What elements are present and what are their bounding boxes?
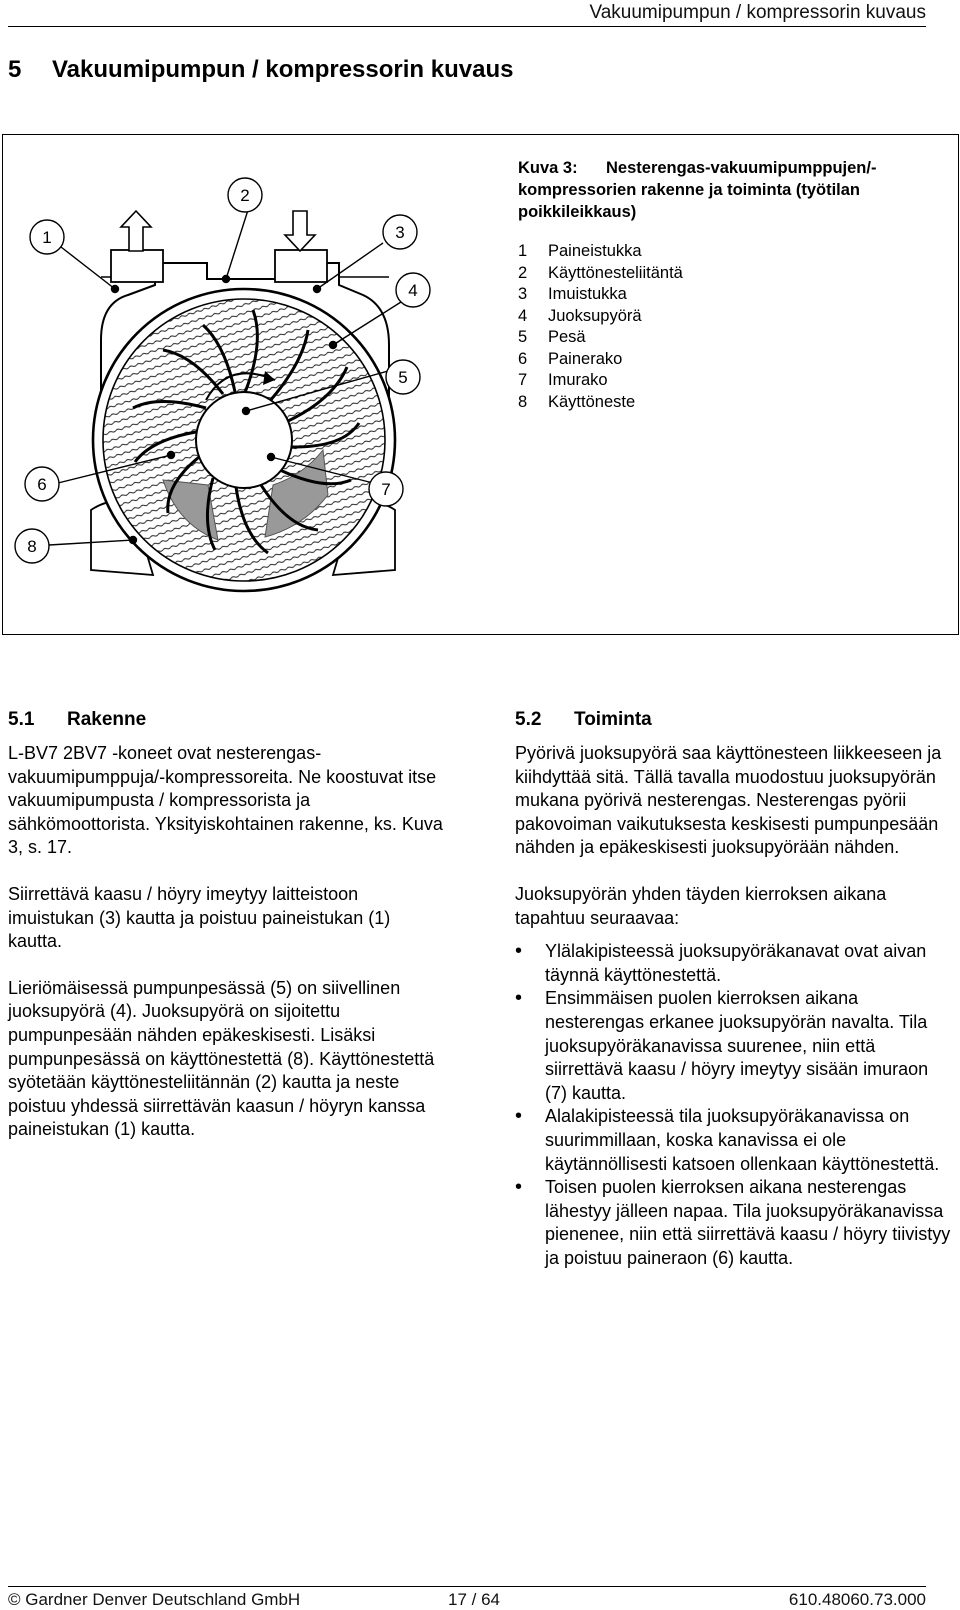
paragraph: Juoksupyörän yhden täyden kierroksen aikana tapahtuu seuraavaa: <box>515 883 887 928</box>
callout-label: 2 <box>240 186 250 205</box>
bullet-item: • Alalakipisteessä tila juoksupyöräkanavissa on suurimmillaan, koska kanavissa ei ole käytännöllisesti katsoen ollenkaan käyttönestettä. <box>515 1105 955 1176</box>
header-rule <box>8 26 926 27</box>
callout-label: 8 <box>27 537 37 556</box>
section-structure <box>8 708 448 1165</box>
legend-item: 5 Pesä <box>518 328 586 346</box>
outlet-arrow-icon <box>121 211 151 251</box>
figure-caption <box>518 157 938 223</box>
figure-caption-text: Nesterengas-vakuumipumppujen/-kompressorien rakenne ja toiminta (työtilan poikkileikkaus) <box>518 159 877 221</box>
footer-rule <box>8 1586 926 1587</box>
callout-label: 1 <box>42 228 52 247</box>
legend-item: 6 Painerako <box>518 349 623 368</box>
inlet-arrow-icon <box>285 211 315 251</box>
legend-item: 1 Paineistukka <box>518 242 642 260</box>
running-header: Vakuumipumpun / kompressorin kuvaus <box>589 2 926 23</box>
section-heading: 5.1 Rakenne <box>8 709 147 730</box>
section-function <box>515 708 955 1270</box>
footer-page-number: 17 / 64 <box>448 1590 500 1609</box>
bullet-item: • Ensimmäisen puolen kierroksen aikana nesterengas erkanee juoksupyörän navalta. Tila juoksupyöräkanavissa suurenee, niin että siirrettävä kaasu / höyry imeytyy sisään imuraon (7) kautta. <box>515 987 955 1105</box>
chapter-title <box>8 56 513 84</box>
figure-caption-label: Kuva 3: <box>518 159 578 177</box>
outlet-nozzle <box>111 250 163 282</box>
legend-item: 2 Käyttönesteliitäntä <box>518 263 683 282</box>
bullet-list <box>515 940 955 1270</box>
legend-item: 8 Käyttöneste <box>518 392 636 411</box>
chapter-title-text: Vakuumipumpun / kompressorin kuvaus <box>52 56 514 83</box>
callout-label: 4 <box>408 281 418 300</box>
inlet-nozzle <box>275 250 327 282</box>
bullet-item: • Ylälakipisteessä juoksupyöräkanavat ovat aivan täynnä käyttönestettä. <box>515 940 955 987</box>
footer-company: © Gardner Denver Deutschland GmbH <box>8 1590 301 1609</box>
paragraph: L-BV7 2BV7 -koneet ovat nesterengas-vakuumipumppuja/-kompressoreita. Ne koostuvat itse vakuumipumpusta / kompressorista ja sähkömoottorista. Yksityiskohtainen rakenne, ks. Kuva 3, s. 17. <box>8 743 443 858</box>
figure-legend <box>518 241 938 413</box>
paragraph: Siirrettävä kaasu / höyry imeytyy laitteistoon imuistukan (3) kautta ja poistuu paineistukan (1) kautta. <box>8 883 391 952</box>
figure-box <box>2 134 959 635</box>
legend-item: 7 Imurako <box>518 371 608 389</box>
legend-item: 3 Imuistukka <box>518 285 627 303</box>
pump-cross-section-figure <box>3 135 503 634</box>
callout-label: 7 <box>381 480 391 499</box>
paragraph: Lieriömäisessä pumpunpesässä (5) on siivellinen juoksupyörä (4). Juoksupyörä on sijoitettu pumpunpesään nähden epäkeskisesti. Lisäksi pumpunpesässä on käyttönestettä (8). Käyttönestettä syötetään käyttönesteliitännän (2) kautta ja neste poistuu yhdessä siirrettävän kaasun / höyryn kanssa paineistukan (1) kautta. <box>8 977 435 1140</box>
legend-item: 4 Juoksupyörä <box>518 306 642 325</box>
paragraph: Pyörivä juoksupyörä saa käyttönesteen liikkeeseen ja kiihdyttää sitä. Tällä tavalla muodostuu juoksupyörän mukana pyörivä nesterengas. Nesterengas pyörii pakovoiman vaikutuksesta keskisesti pumpunpesään nähden ja epäkeskisesti juoksupyörään nähden. <box>515 743 942 858</box>
callout-label: 3 <box>395 223 405 242</box>
impeller-hub <box>196 392 292 488</box>
footer-doc-number: 610.48060.73.000 <box>788 1590 926 1609</box>
callout-label: 6 <box>37 475 47 494</box>
bullet-item: • Toisen puolen kierroksen aikana nesterengas lähestyy jälleen napaa. Tila juoksupyöräkanavissa pienenee, niin että siirrettävä kaasu / höyry tiivistyy ja poistuu paineraon (6) kautta. <box>515 1176 955 1270</box>
section-heading: 5.2 Toiminta <box>515 709 652 730</box>
callout-label: 5 <box>398 368 408 387</box>
chapter-number: 5 <box>8 56 22 83</box>
